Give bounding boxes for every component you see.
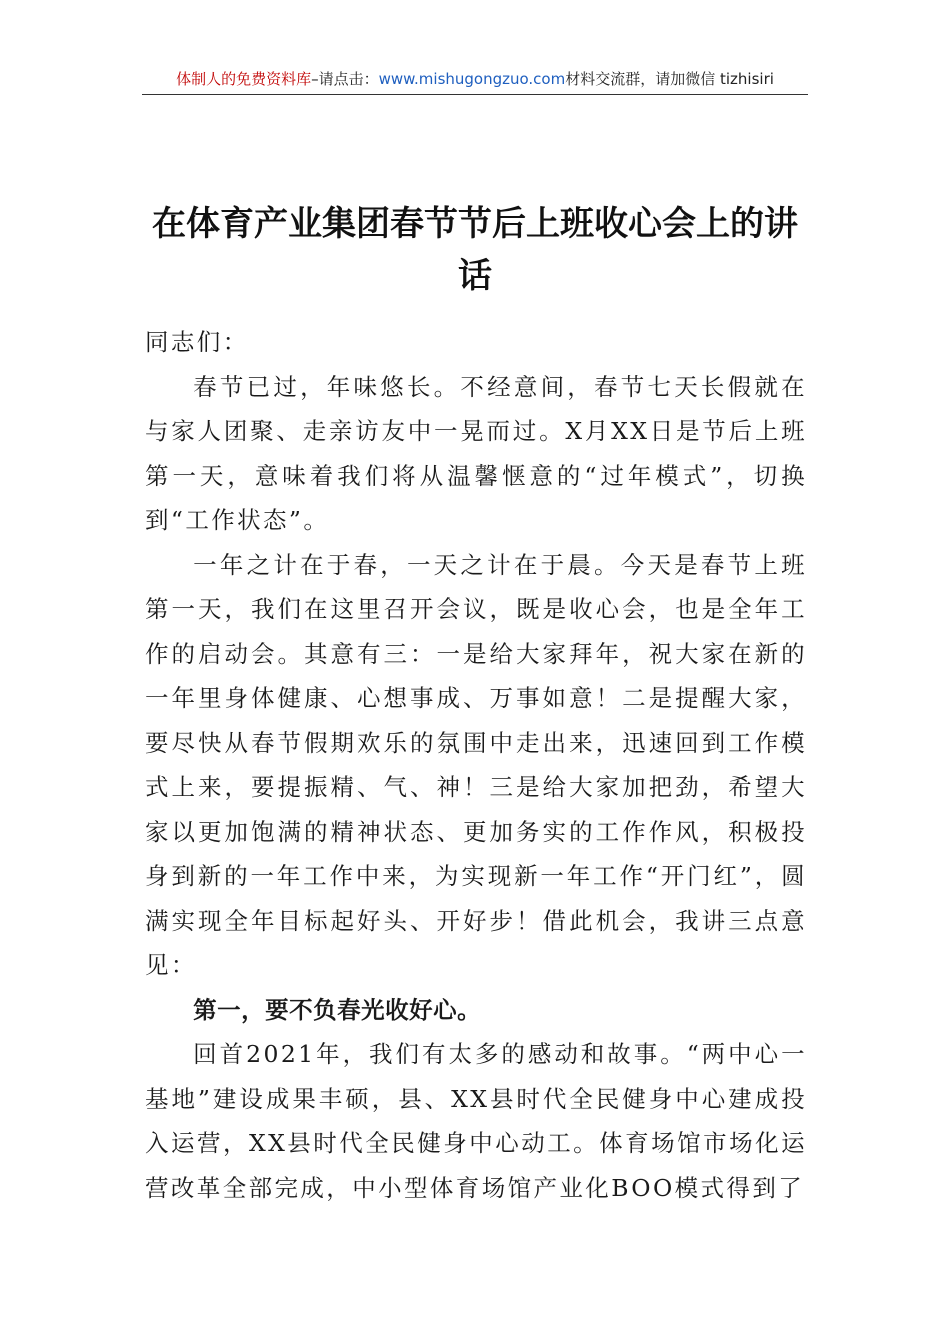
paragraph-3: 回首2021年，我们有太多的感动和故事。“两中心一基地”建设成果丰硕，县、XX县时代全民健身中心建成投入运营，XX县时代全民健身中心动工。体育场馆市场化运营改革全部完成，中小型体育场馆产业化BOO模式得到了 [145,1040,807,1202]
header-prompt: –请点击： [311,70,379,88]
page-header [142,68,808,95]
document-body [145,320,807,1210]
paragraph-2: 一年之计在于春，一天之计在于晨。今天是春节上班第一天，我们在这里召开会议，既是收心会，也是全年工作的启动会。其意有三：一是给大家拜年，祝大家在新的一年里身体健康、心想事成、万事如意！二是提醒大家，要尽快从春节假期欢乐的氛围中走出来，迅速回到工作模式上来，要提振精、气、神！三是给大家加把劲，希望大家以更加饱满的精神状态、更加务实的工作作风，积极投身到新的一年工作中来，为实现新一年工作“开门红”，圆满实现全年目标起好头、开好步！借此机会，我讲三点意见： [145,550,807,979]
section-1-heading: 第一，要不负春光收好心。 [193,995,482,1024]
document-title: 在体育产业集团春节节后上班收心会上的讲话 [152,204,798,296]
header-url-link[interactable]: www.mishugongzuo.com [378,70,566,88]
salutation: 同志们： [145,328,249,356]
header-suffix: 材料交流群，请加微信 tizhisiri [565,70,774,88]
header-site-name: 体制人的免费资料库 [176,70,312,88]
paragraph-1: 春节已过，年味悠长。不经意间，春节七天长假就在与家人团聚、走亲访友中一晃而过。X月XX日是节后上班第一天，意味着我们将从温馨惬意的“过年模式”，切换到“工作状态”。 [145,372,807,534]
